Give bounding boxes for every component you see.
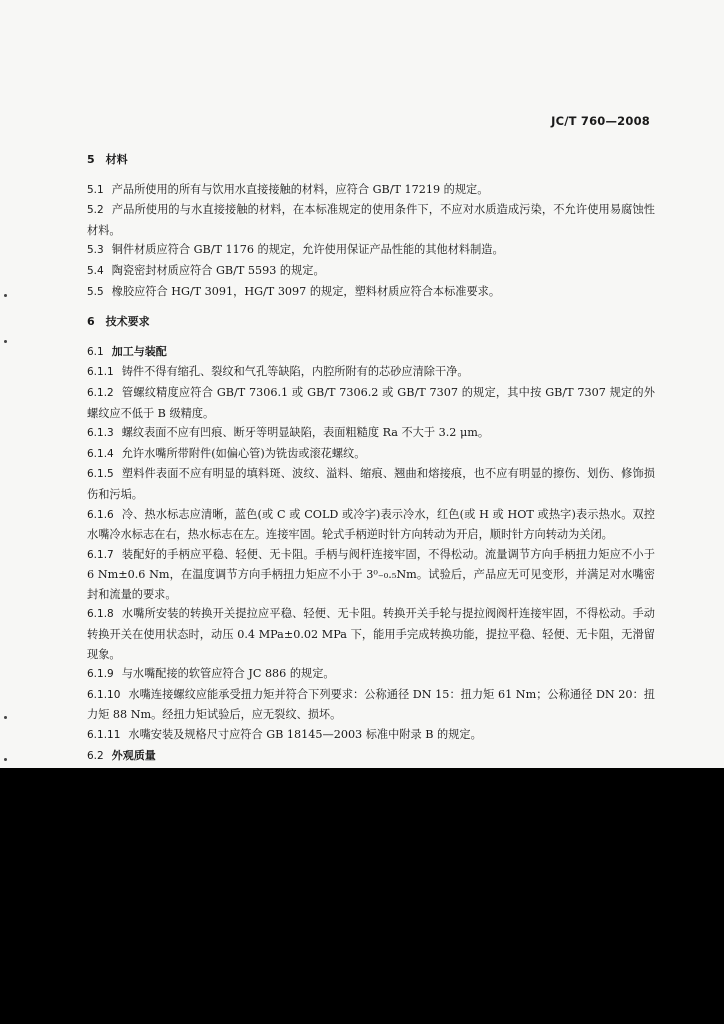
clause-5-3: 5.3 铜件材质应符合 GB/T 1176 的规定，允许使用保证产品性能的其他材料制造。 bbox=[87, 243, 504, 257]
clause-6-1-5: 6.1.5 塑料件表面不应有明显的填料斑、波纹、溢料、缩痕、翘曲和熔接痕，也不应有明显的擦伤、划伤、修饰损伤和污垢。 bbox=[87, 467, 655, 501]
scan-dot bbox=[4, 716, 7, 719]
clause-6-1-3: 6.1.3 螺纹表面不应有凹痕、断牙等明显缺陷，表面粗糙度 Ra 不大于 3.2 μm。 bbox=[87, 426, 490, 440]
clause-6-1-9: 6.1.9 与水嘴配接的软管应符合 JC 886 的规定。 bbox=[87, 667, 335, 681]
clause-6-1-8: 6.1.8 水嘴所安装的转换开关提拉应平稳、轻便、无卡阻。转换开关手轮与提拉阀阀杆连接牢固，不得松动。手动转换开关在使用状态时，动压 0.4 MPa±0.02 MPa 下，能用手完成转换功能，提拉平稳、轻便、无卡阻，无滑留现象。 bbox=[87, 607, 655, 661]
clause-6-1-6: 6.1.6 冷、热水标志应清晰，蓝色(或 C 或 COLD 或冷字)表示冷水，红色(或 H 或 HOT 或热字)表示热水。双控水嘴冷水标志在右，热水标志在左。连接牢固。轮式手柄逆时针方向转动为开启，顺时针方向转动为关闭。 bbox=[87, 507, 655, 542]
clause-5-2: 5.2 产品所使用的与水直接接触的材料，在本标准规定的使用条件下，不应对水质造成污染，不允许使用易腐蚀性材料。 bbox=[87, 203, 655, 237]
section-heading: 5 材料 bbox=[87, 153, 128, 166]
clause-5-4: 5.4 陶瓷密封材质应符合 GB/T 5593 的规定。 bbox=[87, 263, 325, 277]
clause-5-1: 5.1 产品所使用的所有与饮用水直接接触的材料，应符合 GB/T 17219 的规定。 bbox=[87, 182, 489, 196]
standard-number: JC/T 760—2008 bbox=[551, 114, 650, 128]
clause-6-2: 6.2 外观质量 bbox=[87, 748, 156, 762]
scan-dot bbox=[4, 340, 7, 343]
clause-6-1-10: 6.1.10 水嘴连接螺纹应能承受扭力矩并符合下列要求：公称通径 DN 15：扭力矩 61 Nm；公称通径 DN 20：扭力矩 88 Nm。经扭力矩试验后，应无裂纹、损坏。 bbox=[87, 687, 655, 722]
scan-black-area bbox=[0, 768, 724, 1024]
scan-dot bbox=[4, 294, 7, 297]
scan-dot bbox=[4, 758, 7, 761]
clause-6-1-4: 6.1.4 允许水嘴所带附件(如偏心管)为铣齿或滚花螺纹。 bbox=[87, 446, 366, 460]
clause-6-1-11: 6.1.11 水嘴安装及规格尺寸应符合 GB 18145—2003 标准中附录 B 的规定。 bbox=[87, 728, 482, 742]
section-heading: 6 技术要求 bbox=[87, 315, 150, 329]
clause-5-5: 5.5 橡胶应符合 HG/T 3091，HG/T 3097 的规定，塑料材质应符合本标准要求。 bbox=[87, 284, 501, 298]
clause-6-1-1: 6.1.1 铸件不得有缩孔、裂纹和气孔等缺陷，内腔所附有的芯砂应清除干净。 bbox=[87, 365, 469, 379]
clause-6-1: 6.1 加工与装配 bbox=[87, 344, 167, 358]
clause-6-1-2: 6.1.2 管螺纹精度应符合 GB/T 7306.1 或 GB/T 7306.2 或 GB/T 7307 的规定，其中按 GB/T 7307 规定的外螺纹应不低于 B 级精度。 bbox=[87, 385, 655, 420]
document-body bbox=[87, 150, 655, 787]
clause-6-1-7: 6.1.7 装配好的手柄应平稳、轻便、无卡阻。手柄与阀杆连接牢固，不得松动。流量调节方向手柄扭力矩应不小于 6 Nm±0.6 Nm，在温度调节方向手柄扭力矩应不小于 3⁰₋₀.₅Nm。试验后，产品应无可见变形，并满足对水嘴密封和流量的要求。 bbox=[87, 547, 655, 601]
